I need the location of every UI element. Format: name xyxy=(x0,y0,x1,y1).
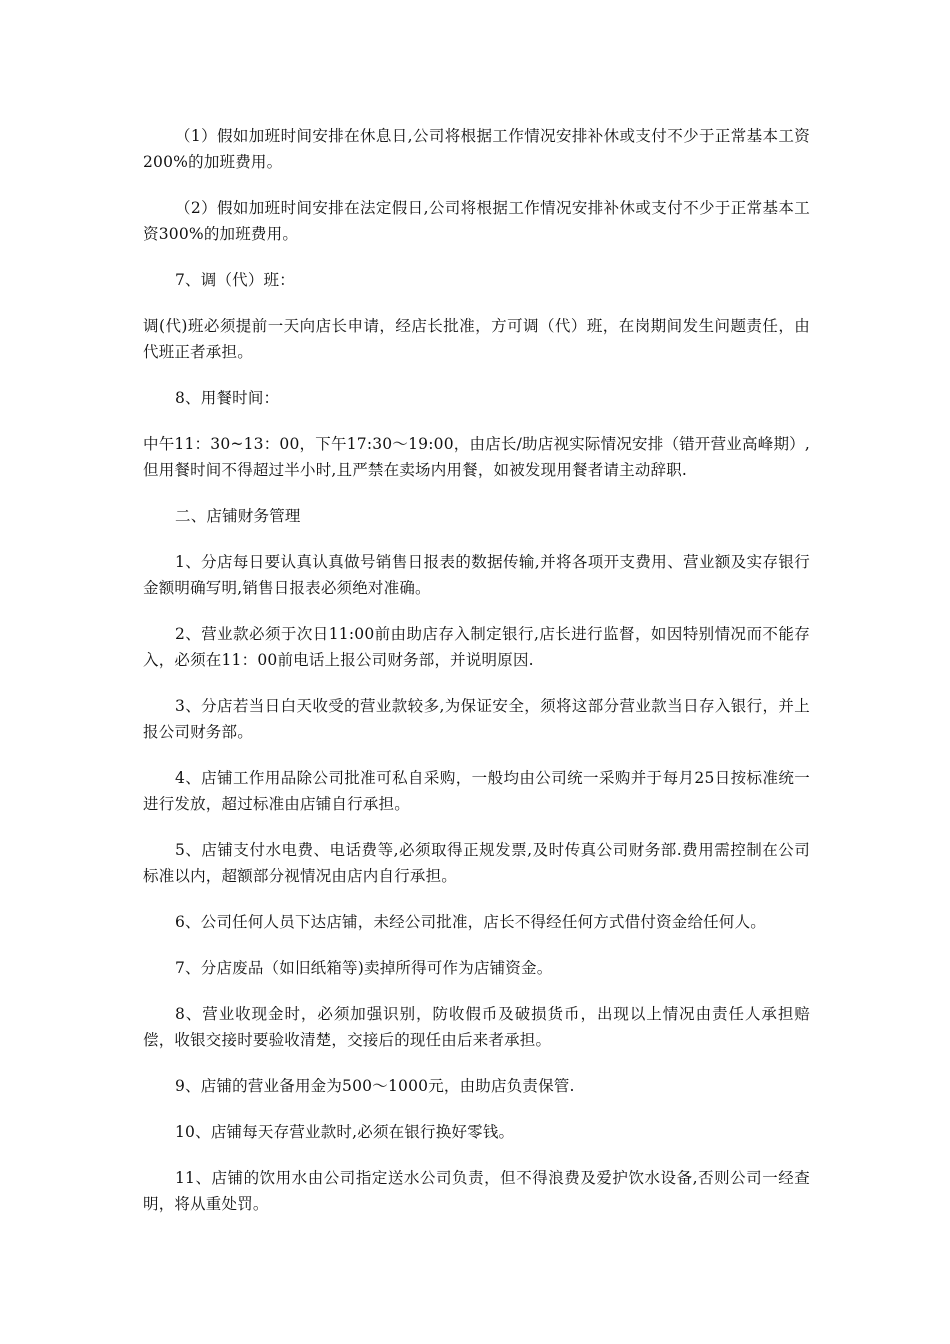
paragraph-finance-8: 8、营业收现金时，必须加强识别，防收假币及破损货币，出现以上情况由责任人承担赔偿，收银交接时要验收清楚，交接后的现任由后来者承担。 xyxy=(143,1005,810,1049)
paragraph-finance-2: 2、营业款必须于次日11:00前由助店存入制定银行,店长进行监督，如因特别情况而不能存入，必须在11：00前电话上报公司财务部，并说明原因. xyxy=(143,625,810,669)
paragraph-overtime-rest-day: （1）假如加班时间安排在休息日,公司将根据工作情况安排补休或支付不少于正常基本工资200%的加班费用。 xyxy=(143,127,810,171)
paragraph-finance-6: 6、公司任何人员下达店铺，未经公司批准，店长不得经任何方式借付资金给任何人。 xyxy=(175,913,766,931)
paragraph-finance-9: 9、店铺的营业备用金为500～1000元，由助店负责保管. xyxy=(175,1077,575,1095)
paragraph-finance-4: 4、店铺工作用品除公司批准可私自采购，一般均由公司统一采购并于每月25日按标准统一进行发放，超过标准由店铺自行承担。 xyxy=(143,769,810,813)
paragraph-meal-time: 中午11：30~13：00，下午17:30～19:00，由店长/助店视实际情况安排（错开营业高峰期）,但用餐时间不得超过半小时,且严禁在卖场内用餐，如被发现用餐者请主动辞职. xyxy=(143,435,810,479)
paragraph-finance-3: 3、分店若当日白天收受的营业款较多,为保证安全，须将这部分营业款当日存入银行，并上报公司财务部。 xyxy=(143,697,810,741)
document-body xyxy=(143,123,810,1237)
paragraph-finance-11: 11、店铺的饮用水由公司指定送水公司负责，但不得浪费及爱护饮水设备,否则公司一经查明，将从重处罚。 xyxy=(143,1169,810,1213)
paragraph-shift-swap: 调(代)班必须提前一天向店长申请，经店长批准，方可调（代）班，在岗期间发生问题责任，由代班正者承担。 xyxy=(143,317,810,361)
heading-shift-swap: 7、调（代）班： xyxy=(175,271,295,289)
paragraph-overtime-holiday: （2）假如加班时间安排在法定假日,公司将根据工作情况安排补休或支付不少于正常基本工资300%的加班费用。 xyxy=(143,199,810,243)
paragraph-finance-10: 10、店铺每天存营业款时,必须在银行换好零钱。 xyxy=(175,1123,515,1141)
paragraph-finance-5: 5、店铺支付水电费、电话费等,必须取得正规发票,及时传真公司财务部.费用需控制在公司标准以内，超额部分视情况由店内自行承担。 xyxy=(143,841,810,885)
heading-meal-time: 8、用餐时间： xyxy=(175,389,280,407)
paragraph-finance-7: 7、分店废品（如旧纸箱等)卖掉所得可作为店铺资金。 xyxy=(175,959,553,977)
heading-store-finance: 二、店铺财务管理 xyxy=(175,507,301,525)
paragraph-finance-1: 1、分店每日要认真认真做号销售日报表的数据传输,并将各项开支费用、营业额及实存银行金额明确写明,销售日报表必须绝对准确。 xyxy=(143,553,810,597)
